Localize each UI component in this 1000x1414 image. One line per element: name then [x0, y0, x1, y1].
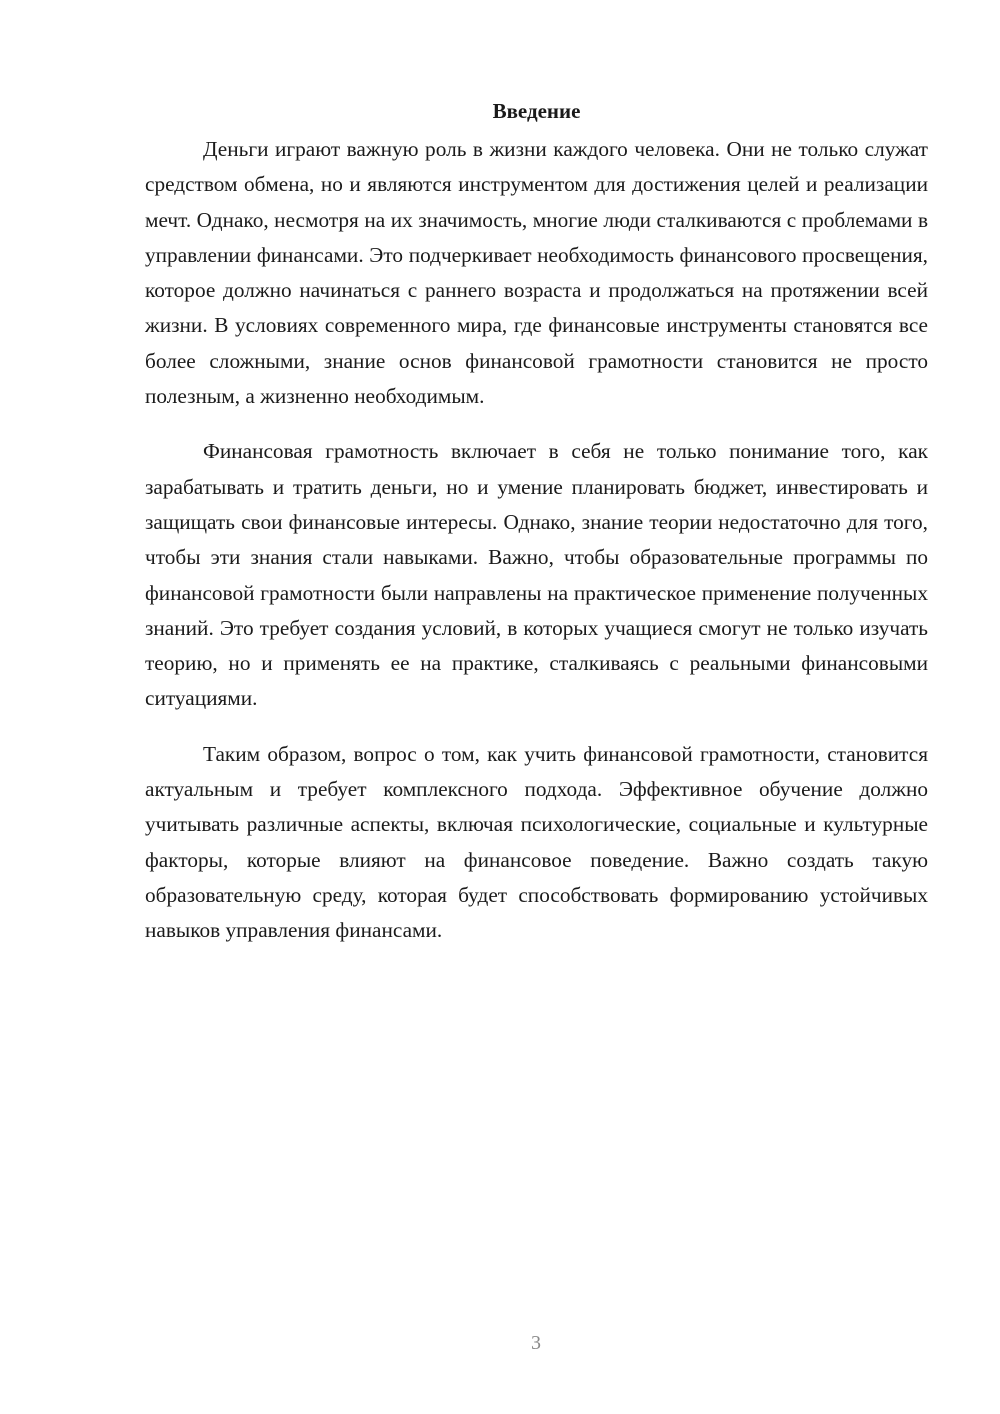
section-heading: Введение — [492, 99, 581, 123]
paragraph-3: Таким образом, вопрос о том, как учить финансовой грамотности, становится актуальным и требует комплексного подхода. Эффективное обучение должно учитывать различные аспекты, включая психологические, социальные и культурные факторы, которые влияют на финансовое поведение. Важно создать такую образовательную среду, которая будет способствовать формированию устойчивых навыков управления финансами. — [145, 741, 928, 943]
paragraph-2: Финансовая грамотность включает в себя не только понимание того, как зарабатывать и тратить деньги, но и умение планировать бюджет, инвестировать и защищать свои финансовые интересы. Однако, знание теории недостаточно для того, чтобы эти знания стали навыками. Важно, чтобы образовательные программы по финансовой грамотности были направлены на практическое применение полученных знаний. Это требует создания условий, в которых учащиеся смогут не только изучать теорию, но и применять ее на практике, сталкиваясь с реальными финансовыми ситуациями. — [145, 439, 928, 711]
page-number: 3 — [531, 1332, 541, 1354]
paragraph-1: Деньги играют важную роль в жизни каждого человека. Они не только служат средством обмена, но и являются инструментом для достижения целей и реализации мечт. Однако, несмотря на их значимость, многие люди сталкиваются с проблемами в управлении финансами. Это подчеркивает необходимость финансового просвещения, которое должно начинаться с раннего возраста и продолжаться на протяжении всей жизни. В условиях современного мира, где финансовые инструменты становятся все более сложными, знание основ финансовой грамотности становится не просто полезным, а жизненно необходимым. — [145, 137, 928, 409]
page-content — [145, 90, 928, 969]
